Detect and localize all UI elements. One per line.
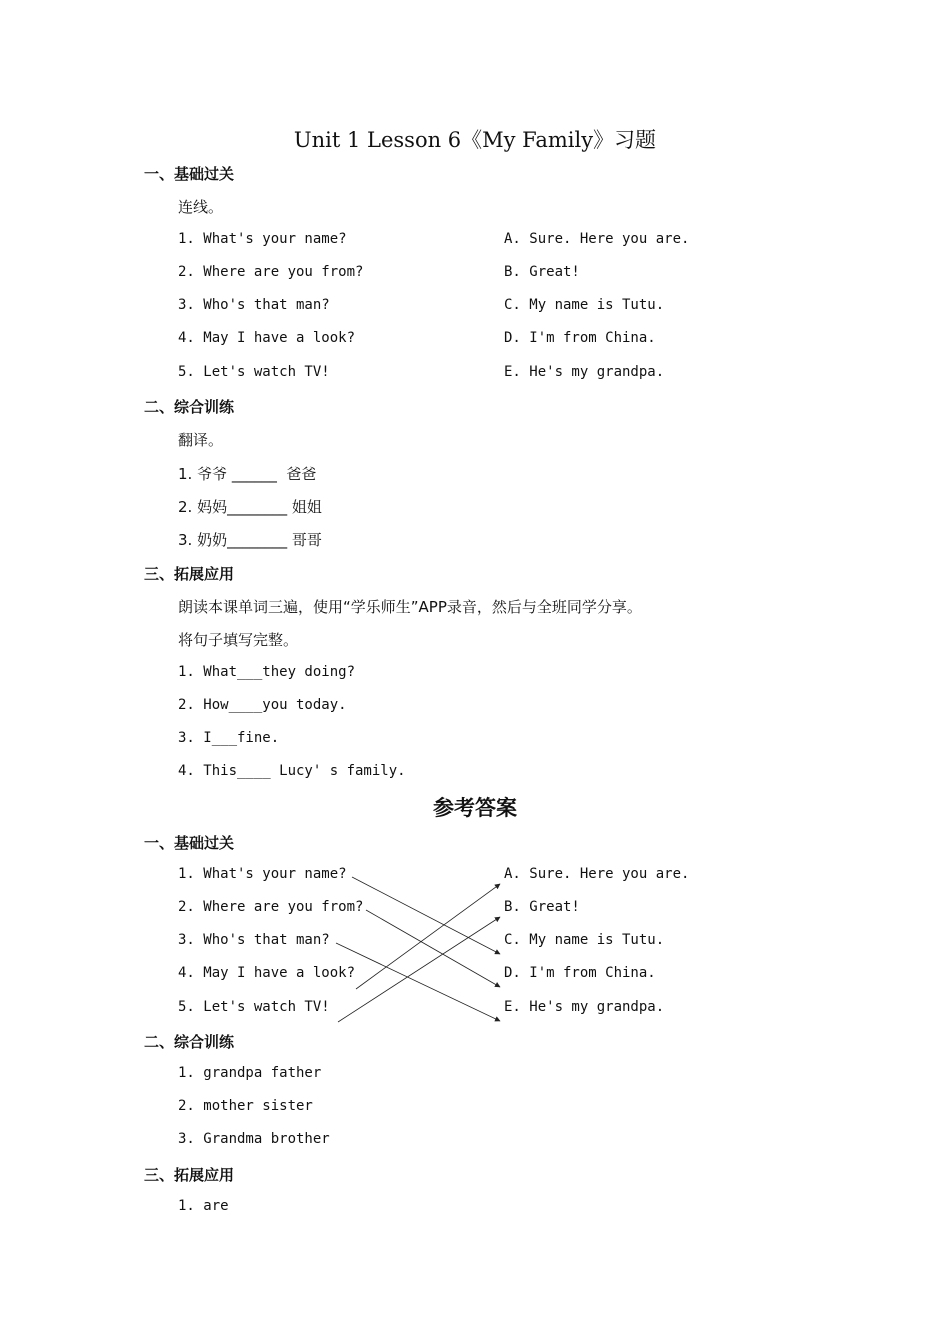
answer-translate-item: 2. mother sister [178,1098,313,1114]
match-arrow [352,877,500,954]
option-item: A. Sure. Here you are. [504,231,690,247]
fill-item: 1. What___they doing? [178,664,356,680]
answer-question-item: 2. Where are you from? [178,899,364,915]
fill-item: 4. This____ Lucy' s family. [178,763,406,779]
instruction-translate: 翻译。 [178,431,224,449]
match-arrow [338,917,500,1022]
instruction-fill: 将句子填写完整。 [178,631,299,649]
answer-question-item: 5. Let's watch TV! [178,999,330,1015]
translate-item: 1. 爷爷 ______ 爸爸 [178,465,317,483]
answer-question-item: 1. What's your name? [178,866,347,882]
answer-heading-3: 三、拓展应用 [144,1166,235,1184]
page-title: Unit 1 Lesson 6《My Family》习题 [293,128,657,152]
answer-heading-1: 一、基础过关 [144,834,235,852]
answer-option-item: A. Sure. Here you are. [504,866,690,882]
fill-item: 3. I___fine. [178,730,280,746]
option-item: B. Great! [504,264,580,280]
instruction-connect: 连线。 [178,198,224,216]
match-arrow [336,943,500,1021]
translate-item: 2. 妈妈________ 姐姐 [178,498,322,516]
match-arrow [366,910,500,987]
question-item: 5. Let's watch TV! [178,364,330,380]
answer-heading-2: 二、综合训练 [144,1033,235,1051]
answer-option-item: E. He's my grandpa. [504,999,665,1015]
section-heading-3: 三、拓展应用 [144,565,235,583]
translate-item: 3. 奶奶________ 哥哥 [178,531,322,549]
question-item: 1. What's your name? [178,231,347,247]
option-item: D. I'm from China. [504,330,656,346]
answer-option-item: D. I'm from China. [504,965,656,981]
answer-translate-item: 1. grandpa father [178,1065,322,1081]
match-arrow [356,884,500,989]
answer-translate-item: 3. Grandma brother [178,1131,330,1147]
option-item: E. He's my grandpa. [504,364,665,380]
answer-option-item: B. Great! [504,899,580,915]
option-item: C. My name is Tutu. [504,297,665,313]
answers-title: 参考答案 [433,796,517,820]
question-item: 4. May I have a look? [178,330,356,346]
section-heading-1: 一、基础过关 [144,165,235,183]
section-heading-2: 二、综合训练 [144,398,235,416]
question-item: 2. Where are you from? [178,264,364,280]
fill-item: 2. How____you today. [178,697,347,713]
answer-option-item: C. My name is Tutu. [504,932,665,948]
question-item: 3. Who's that man? [178,297,330,313]
answer-question-item: 4. May I have a look? [178,965,356,981]
instruction-read: 朗读本课单词三遍，使用“学乐师生”APP录音，然后与全班同学分享。 [178,598,642,616]
answer-fill-item: 1. are [178,1198,229,1214]
answer-question-item: 3. Who's that man? [178,932,330,948]
